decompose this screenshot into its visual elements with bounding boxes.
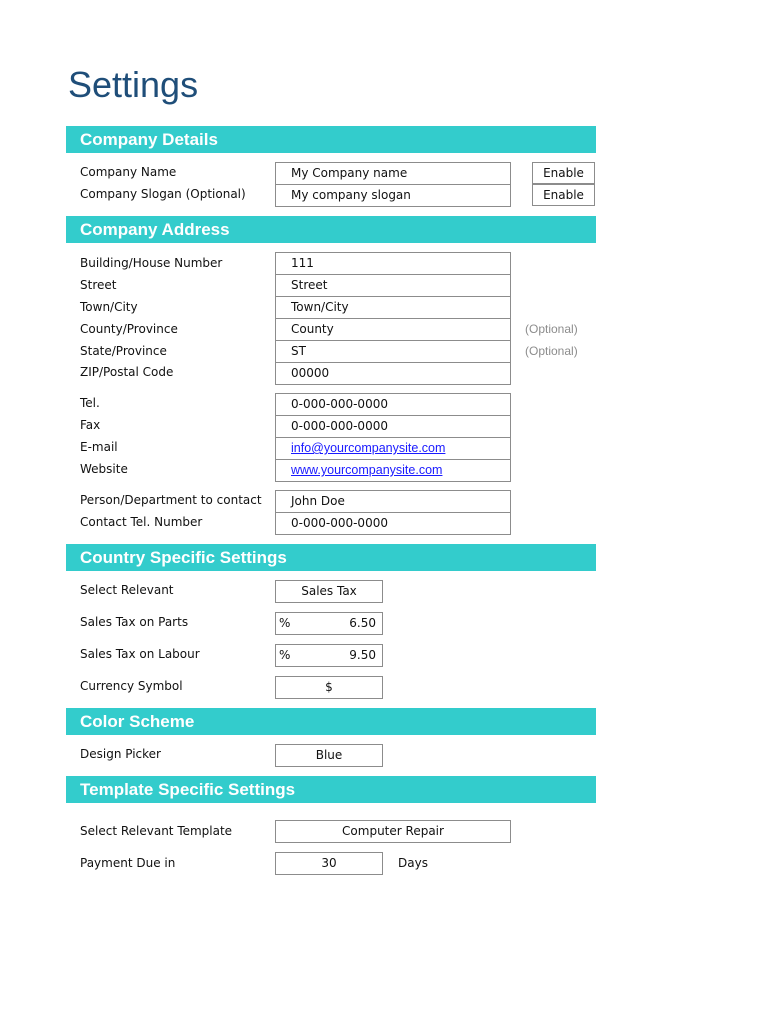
county-province-label: County/Province <box>80 322 178 336</box>
website-label: Website <box>80 462 128 476</box>
state-province-label: State/Province <box>80 344 167 358</box>
section-header-template-settings: Template Specific Settings <box>66 776 596 803</box>
company-slogan-field[interactable]: My company slogan <box>275 184 511 207</box>
town-city-label: Town/City <box>80 300 138 314</box>
email-label: E-mail <box>80 440 118 454</box>
sales-tax-labour-label: Sales Tax on Labour <box>80 647 200 661</box>
percent-symbol: % <box>279 616 291 630</box>
building-number-field[interactable]: 111 <box>275 252 511 275</box>
contact-tel-label: Contact Tel. Number <box>80 515 203 529</box>
county-province-field[interactable]: County <box>275 318 511 341</box>
sales-tax-parts-value: 6.50 <box>349 616 376 630</box>
town-city-field[interactable]: Town/City <box>275 296 511 319</box>
section-header-company-address: Company Address <box>66 216 596 243</box>
street-field[interactable]: Street <box>275 274 511 297</box>
payment-due-unit: Days <box>398 856 428 870</box>
county-optional-note: (Optional) <box>525 322 578 336</box>
sales-tax-labour-field[interactable] <box>275 644 383 667</box>
email-link[interactable]: info@yourcompanysite.com <box>291 441 446 455</box>
email-field[interactable] <box>275 437 511 460</box>
sales-tax-labour-value: 9.50 <box>349 648 376 662</box>
zip-code-field[interactable]: 00000 <box>275 362 511 385</box>
website-field[interactable] <box>275 459 511 482</box>
percent-symbol: % <box>279 648 291 662</box>
company-slogan-enable-toggle[interactable]: Enable <box>532 184 595 206</box>
company-name-enable-toggle[interactable]: Enable <box>532 162 595 184</box>
zip-code-label: ZIP/Postal Code <box>80 365 174 379</box>
select-relevant-label: Select Relevant <box>80 583 174 597</box>
section-header-country-settings: Country Specific Settings <box>66 544 596 571</box>
template-select[interactable]: Computer Repair <box>275 820 511 843</box>
page-title: Settings <box>68 64 199 105</box>
street-label: Street <box>80 278 117 292</box>
design-picker-select[interactable]: Blue <box>275 744 383 767</box>
currency-symbol-field[interactable]: $ <box>275 676 383 699</box>
state-province-field[interactable]: ST <box>275 340 511 363</box>
tel-field[interactable]: 0-000-000-0000 <box>275 393 511 416</box>
company-name-field[interactable]: My Company name <box>275 162 511 185</box>
contact-person-field[interactable]: John Doe <box>275 490 511 513</box>
fax-field[interactable]: 0-000-000-0000 <box>275 415 511 438</box>
fax-label: Fax <box>80 418 101 432</box>
website-link[interactable]: www.yourcompanysite.com <box>291 463 443 477</box>
sales-tax-parts-field[interactable] <box>275 612 383 635</box>
tel-label: Tel. <box>80 396 100 410</box>
contact-person-label: Person/Department to contact <box>80 493 262 507</box>
company-slogan-label: Company Slogan (Optional) <box>80 187 246 201</box>
section-header-color-scheme: Color Scheme <box>66 708 596 735</box>
design-picker-label: Design Picker <box>80 747 161 761</box>
contact-tel-field[interactable]: 0-000-000-0000 <box>275 512 511 535</box>
company-name-label: Company Name <box>80 165 177 179</box>
payment-due-field[interactable]: 30 <box>275 852 383 875</box>
building-number-label: Building/House Number <box>80 256 223 270</box>
currency-symbol-label: Currency Symbol <box>80 679 183 693</box>
sales-tax-parts-label: Sales Tax on Parts <box>80 615 189 629</box>
tax-type-select[interactable]: Sales Tax <box>275 580 383 603</box>
select-template-label: Select Relevant Template <box>80 824 233 838</box>
payment-due-label: Payment Due in <box>80 856 176 870</box>
state-optional-note: (Optional) <box>525 344 578 358</box>
section-header-company-details: Company Details <box>66 126 596 153</box>
